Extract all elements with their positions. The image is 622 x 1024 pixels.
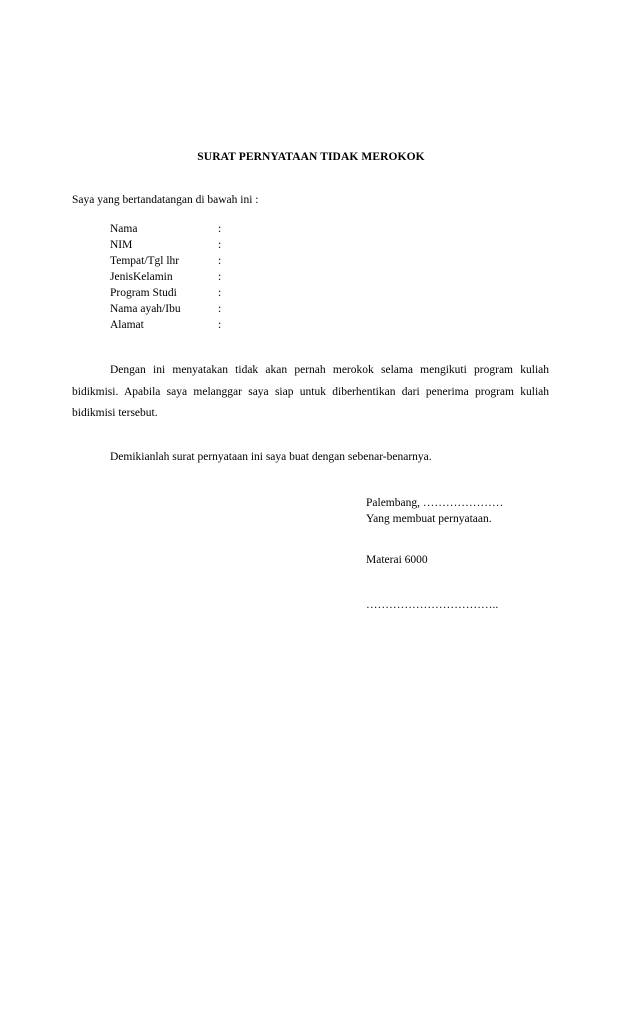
identity-fields: [110, 221, 221, 333]
field-row-nama-ayah-ibu: [110, 301, 221, 317]
field-colon: :: [218, 287, 222, 299]
field-colon: :: [218, 303, 222, 315]
field-label: Program Studi: [110, 287, 177, 299]
field-row-alamat: [110, 317, 221, 333]
statement-paragraph: Dengan ini menyatakan tidak akan pernah merokok selama mengikuti program kuliah bidikmisi. Apabila saya melanggar saya siap untuk diberhentikan dari penerima program kuliah bidikmisi tersebut.: [72, 364, 549, 419]
field-row-nama: [110, 221, 221, 237]
signature-place-date: Palembang, …………………: [366, 497, 504, 509]
field-label: Nama ayah/Ibu: [110, 303, 181, 315]
signature-name-line: ……………………………..: [366, 599, 499, 611]
field-label: Tempat/Tgl lhr: [110, 255, 180, 267]
field-colon: :: [218, 223, 222, 235]
intro-text: Saya yang bertandatangan di bawah ini :: [72, 194, 259, 206]
field-row-tempat-tgl-lahir: [110, 253, 221, 269]
stamp-placeholder: Materai 6000: [366, 554, 428, 566]
field-row-program-studi: [110, 285, 221, 301]
field-colon: :: [218, 255, 222, 267]
signature-maker-label: Yang membuat pernyataan.: [366, 513, 492, 525]
field-colon: :: [218, 271, 222, 283]
field-row-jenis-kelamin: [110, 269, 221, 285]
field-row-nim: [110, 237, 221, 253]
field-label: JenisKelamin: [110, 271, 173, 283]
closing-paragraph: Demikianlah surat pernyataan ini saya buat dengan sebenar-benarnya.: [110, 451, 432, 463]
field-colon: :: [218, 319, 222, 331]
field-label: NIM: [110, 239, 133, 251]
document-title: SURAT PERNYATAAN TIDAK MEROKOK: [197, 151, 425, 163]
field-colon: :: [218, 239, 222, 251]
field-label: Nama: [110, 223, 138, 235]
field-label: Alamat: [110, 319, 144, 331]
